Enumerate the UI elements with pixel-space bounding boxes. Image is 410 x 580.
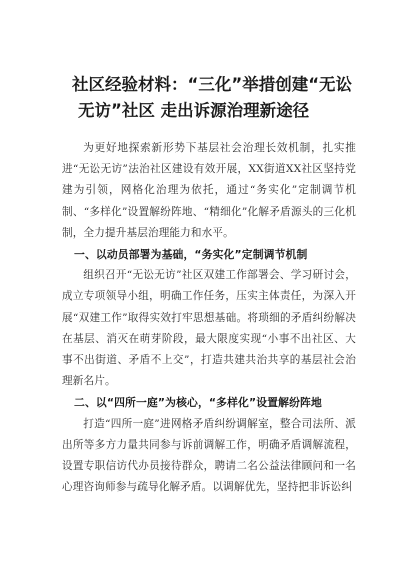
document-title bbox=[60, 72, 370, 124]
section-1-paragraph: 组织召开“无讼无访”社区双建工作部署会、学习研讨会，成立专项领导小组，明确工作任务，压实主体责任，为深入开展“双建工作”取得实效打牢思想基础。将琐细的矛盾纠纷解决在基层、消灭在萌芽阶段，最大限度实现“小事不出社区、大事不出街道、矛盾不上交”，打造共建共治共享的基层社会治理新名片。 bbox=[62, 269, 356, 388]
intro-paragraph: 为更好地探索新形势下基层社会治理长效机制，扎实推进“无讼无访”法治社区建设有效开展，XX街道XX社区坚持党建为引领，网格化治理为依托，通过“务实化”定制调节机制、“多样化”设置解纷阵地、“精细化”化解矛盾源头的三化机制，全力提升基层治理能力和水平。 bbox=[62, 142, 356, 239]
section-2-heading: 二、以“四所一庭”为核心，“多样化”设置解纷阵地 bbox=[74, 396, 322, 410]
title-line-2: 无访”社区 走出诉源治理新途径 bbox=[78, 101, 310, 120]
section-2-paragraph: 打造“四所一庭”进网格矛盾纠纷调解室，整合司法所、派出所等多方力量共同参与诉前调解工作，明确矛盾调解流程，设置专职信访代办员接待群众，聘请二名公益法律顾问和一名心理咨询师参与疏导化解矛盾。以调解优先，坚持把非诉讼纠 bbox=[62, 417, 356, 494]
document-body bbox=[62, 138, 356, 498]
section-1-heading: 一、以动员部署为基础，“务实化”定制调节机制 bbox=[74, 248, 308, 262]
title-line-1: 社区经验材料：“三化”举措创建“无讼 bbox=[72, 75, 353, 94]
